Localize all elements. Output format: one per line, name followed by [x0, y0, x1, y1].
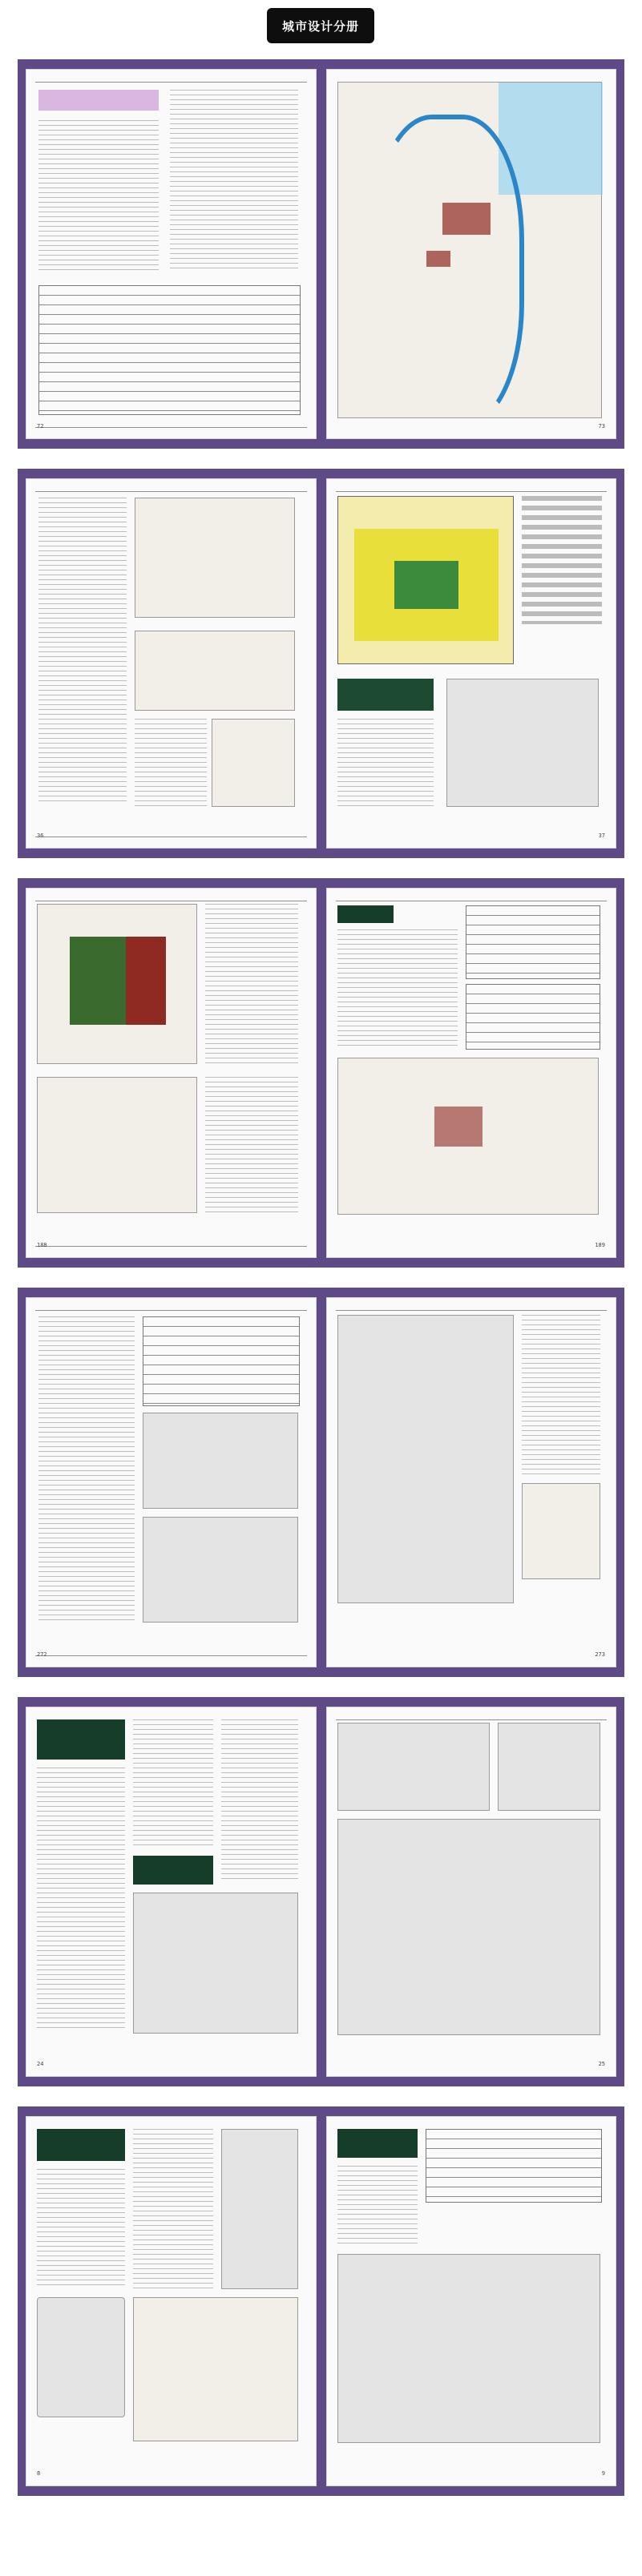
right-page	[326, 2116, 617, 2486]
site-plan	[37, 1077, 197, 1213]
diagram-sketch	[498, 1723, 600, 1811]
book-spread-2	[18, 469, 624, 858]
building-plan	[143, 1413, 298, 1509]
page-header-rule	[35, 894, 307, 901]
zone-green	[70, 937, 126, 1025]
section-heading-block	[337, 2129, 418, 2158]
location-map	[522, 1483, 600, 1579]
text-column	[522, 1315, 600, 1475]
text-column	[337, 929, 458, 1050]
text-column	[205, 904, 298, 1064]
left-page	[26, 1707, 317, 2077]
book-spread-4	[18, 1288, 624, 1677]
text-column	[205, 1077, 298, 1213]
page-header-rule	[35, 485, 307, 492]
page-number: 272	[37, 1651, 47, 1658]
data-table	[143, 1316, 300, 1406]
page-footer-rule	[35, 1246, 307, 1252]
page-title: 城市设计分册	[267, 8, 374, 43]
page-number: 72	[37, 423, 44, 429]
right-page	[326, 478, 617, 849]
text-column	[337, 719, 434, 807]
page-header-rule	[336, 894, 608, 901]
zone-red	[126, 937, 166, 1025]
concentric-diagram	[37, 2297, 125, 2417]
highlight-area	[426, 251, 450, 267]
right-page	[326, 1297, 617, 1667]
left-page	[26, 69, 317, 439]
page-header-rule	[35, 75, 307, 83]
book-spread-1	[18, 59, 624, 449]
book-spread-3	[18, 878, 624, 1268]
page-number: 9	[601, 2470, 605, 2477]
page-footer-rule	[35, 836, 307, 842]
text-column	[38, 498, 127, 802]
site-plan	[337, 496, 514, 664]
site-plan	[37, 904, 197, 1064]
building-sketch	[337, 1723, 490, 1811]
right-page	[326, 1707, 617, 2077]
book-spread-6	[18, 2106, 624, 2496]
page-header-rule	[336, 1713, 608, 1720]
page-number: 25	[598, 2061, 605, 2067]
page-number: 37	[598, 832, 605, 839]
page-number: 73	[598, 423, 605, 429]
right-page	[326, 69, 617, 439]
block-diagram	[133, 1893, 298, 2034]
section-heading-block	[133, 1856, 213, 1885]
building-plan	[143, 1517, 298, 1623]
text-column	[133, 2129, 213, 2289]
data-table	[466, 984, 600, 1050]
book-spread-5	[18, 1697, 624, 2086]
hierarchy-diagram	[221, 2129, 298, 2289]
highlight-area	[442, 203, 491, 235]
master-plan	[337, 1819, 600, 2035]
text-column	[37, 1768, 125, 2032]
page-number: 273	[595, 1651, 605, 1658]
text-column	[38, 120, 159, 272]
text-column	[221, 1719, 298, 1880]
text-column	[337, 2166, 418, 2246]
section-heading-block	[337, 905, 394, 923]
page-number: 188	[37, 1242, 47, 1248]
section-heading-block	[37, 1719, 125, 1760]
section-heading-block	[37, 2129, 125, 2161]
page-number: 189	[595, 1242, 605, 1248]
city-map	[133, 2297, 298, 2441]
left-page	[26, 2116, 317, 2486]
river	[370, 115, 524, 429]
diagram-map	[212, 719, 295, 807]
zone-green	[394, 561, 458, 609]
section-heading-block	[38, 90, 159, 111]
text-column	[170, 90, 298, 272]
master-plan	[337, 1315, 514, 1603]
page-number: 8	[37, 2470, 41, 2477]
left-page	[26, 478, 317, 849]
legend	[522, 496, 602, 624]
section-heading-block	[337, 679, 434, 711]
data-table	[466, 905, 600, 979]
diagram-map	[135, 631, 295, 711]
page-footer-rule	[35, 1655, 307, 1661]
page-footer-rule	[35, 427, 307, 433]
data-table	[38, 285, 301, 415]
city-map	[337, 82, 602, 418]
text-column	[37, 2169, 125, 2289]
left-page	[26, 888, 317, 1258]
right-page	[326, 888, 617, 1258]
text-column	[38, 1316, 135, 1621]
diagram-map	[135, 498, 295, 618]
page-header-rule	[336, 485, 608, 492]
highlight-area	[434, 1107, 483, 1147]
district-map	[337, 1058, 599, 1215]
text-column	[133, 1719, 213, 1848]
diagram-grid	[337, 2254, 600, 2443]
text-column	[135, 719, 207, 807]
page-header-rule	[336, 1304, 608, 1311]
left-page	[26, 1297, 317, 1667]
data-table	[426, 2129, 602, 2203]
page-header-rule	[35, 1304, 307, 1311]
page-number: 24	[37, 2061, 44, 2067]
page-number: 36	[37, 832, 44, 839]
street-diagram	[446, 679, 599, 807]
